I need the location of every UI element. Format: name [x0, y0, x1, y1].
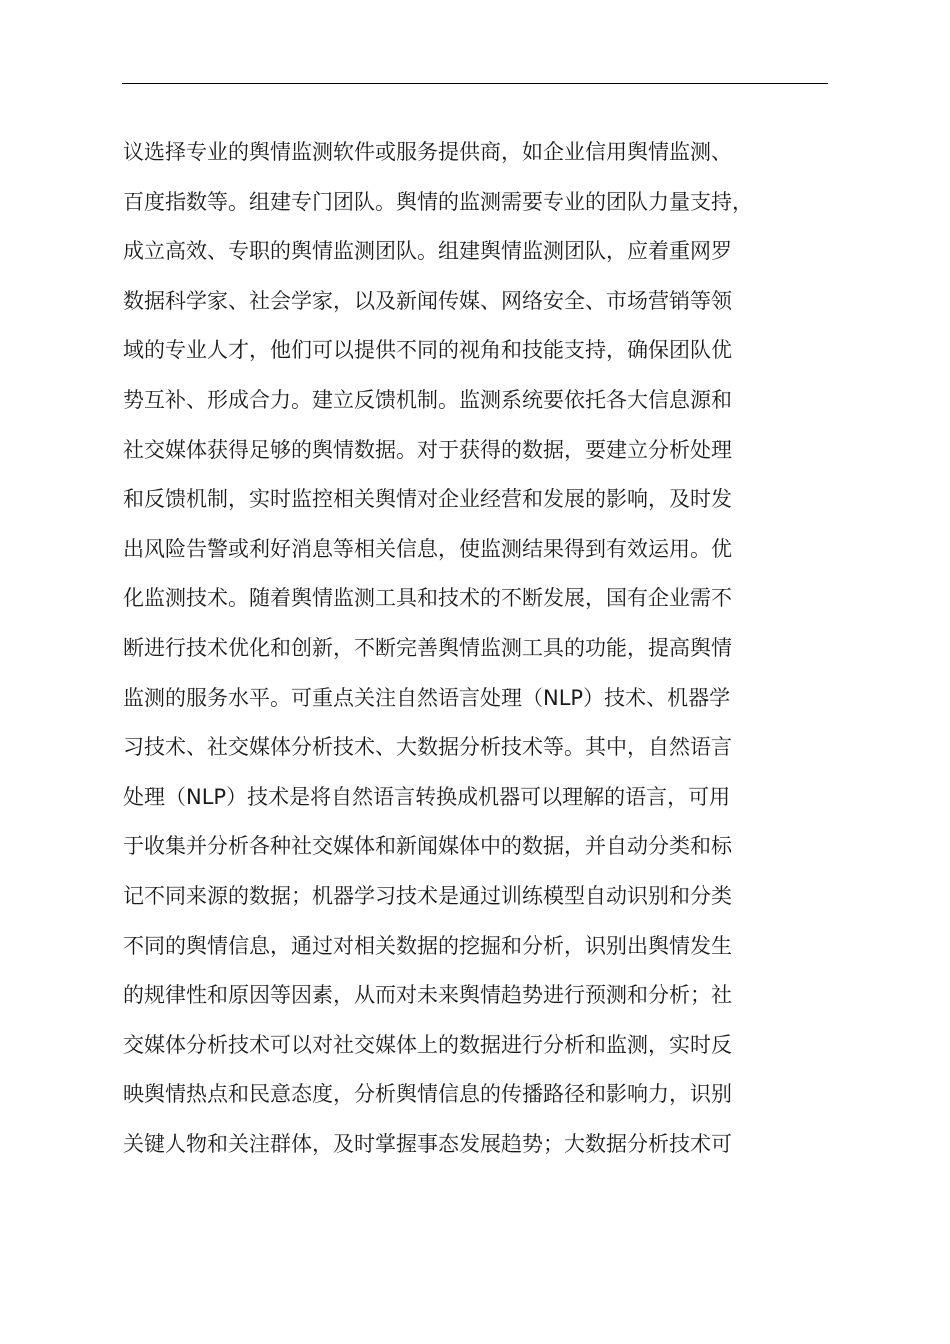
- document-body: [123, 128, 843, 1169]
- text-line: 不同的舆情信息，通过对相关数据的挖掘和分析，识别出舆情发生: [123, 933, 732, 958]
- text-line: 社交媒体获得足够的舆情数据。对于获得的数据，要建立分析处理: [123, 437, 732, 462]
- text-line: 处理（NLP）技术是将自然语言转换成机器可以理解的语言，可用: [123, 784, 731, 809]
- text-line: 监测的服务水平。可重点关注自然语言处理（NLP）技术、机器学: [123, 685, 731, 710]
- text-line: 映舆情热点和民意态度，分析舆情信息的传播路径和影响力，识别: [123, 1082, 732, 1107]
- text-line: 的规律性和原因等因素，从而对未来舆情趋势进行预测和分析；社: [123, 983, 732, 1008]
- text-line: 域的专业人才，他们可以提供不同的视角和技能支持，确保团队优: [123, 338, 732, 363]
- text-line: 和反馈机制，实时监控相关舆情对企业经营和发展的影响，及时发: [123, 487, 732, 512]
- text-line: 记不同来源的数据；机器学习技术是通过训练模型自动识别和分类: [123, 883, 732, 908]
- text-line: 化监测技术。随着舆情监测工具和技术的不断发展，国有企业需不: [123, 586, 732, 611]
- text-line: 关键人物和关注群体，及时掌握事态发展趋势；大数据分析技术可: [123, 1131, 732, 1156]
- text-line: 百度指数等。组建专门团队。舆情的监测需要专业的团队力量支持，: [123, 189, 753, 214]
- text-line: 断进行技术优化和创新，不断完善舆情监测工具的功能，提高舆情: [123, 635, 732, 660]
- header-divider: [122, 83, 828, 84]
- text-line: 势互补、形成合力。建立反馈机制。监测系统要依托各大信息源和: [123, 387, 732, 412]
- text-line: 交媒体分析技术可以对社交媒体上的数据进行分析和监测，实时反: [123, 1032, 732, 1057]
- text-line: 习技术、社交媒体分析技术、大数据分析技术等。其中，自然语言: [123, 735, 732, 760]
- text-line: 出风险告警或利好消息等相关信息，使监测结果得到有效运用。优: [123, 536, 732, 561]
- text-line: 成立高效、专职的舆情监测团队。组建舆情监测团队，应着重网罗: [123, 239, 732, 264]
- text-line: 数据科学家、社会学家，以及新闻传媒、网络安全、市场营销等领: [123, 288, 732, 313]
- text-line: 议选择专业的舆情监测软件或服务提供商，如企业信用舆情监测、: [123, 140, 732, 164]
- text-line: 于收集并分析各种社交媒体和新闻媒体中的数据，并自动分类和标: [123, 834, 732, 859]
